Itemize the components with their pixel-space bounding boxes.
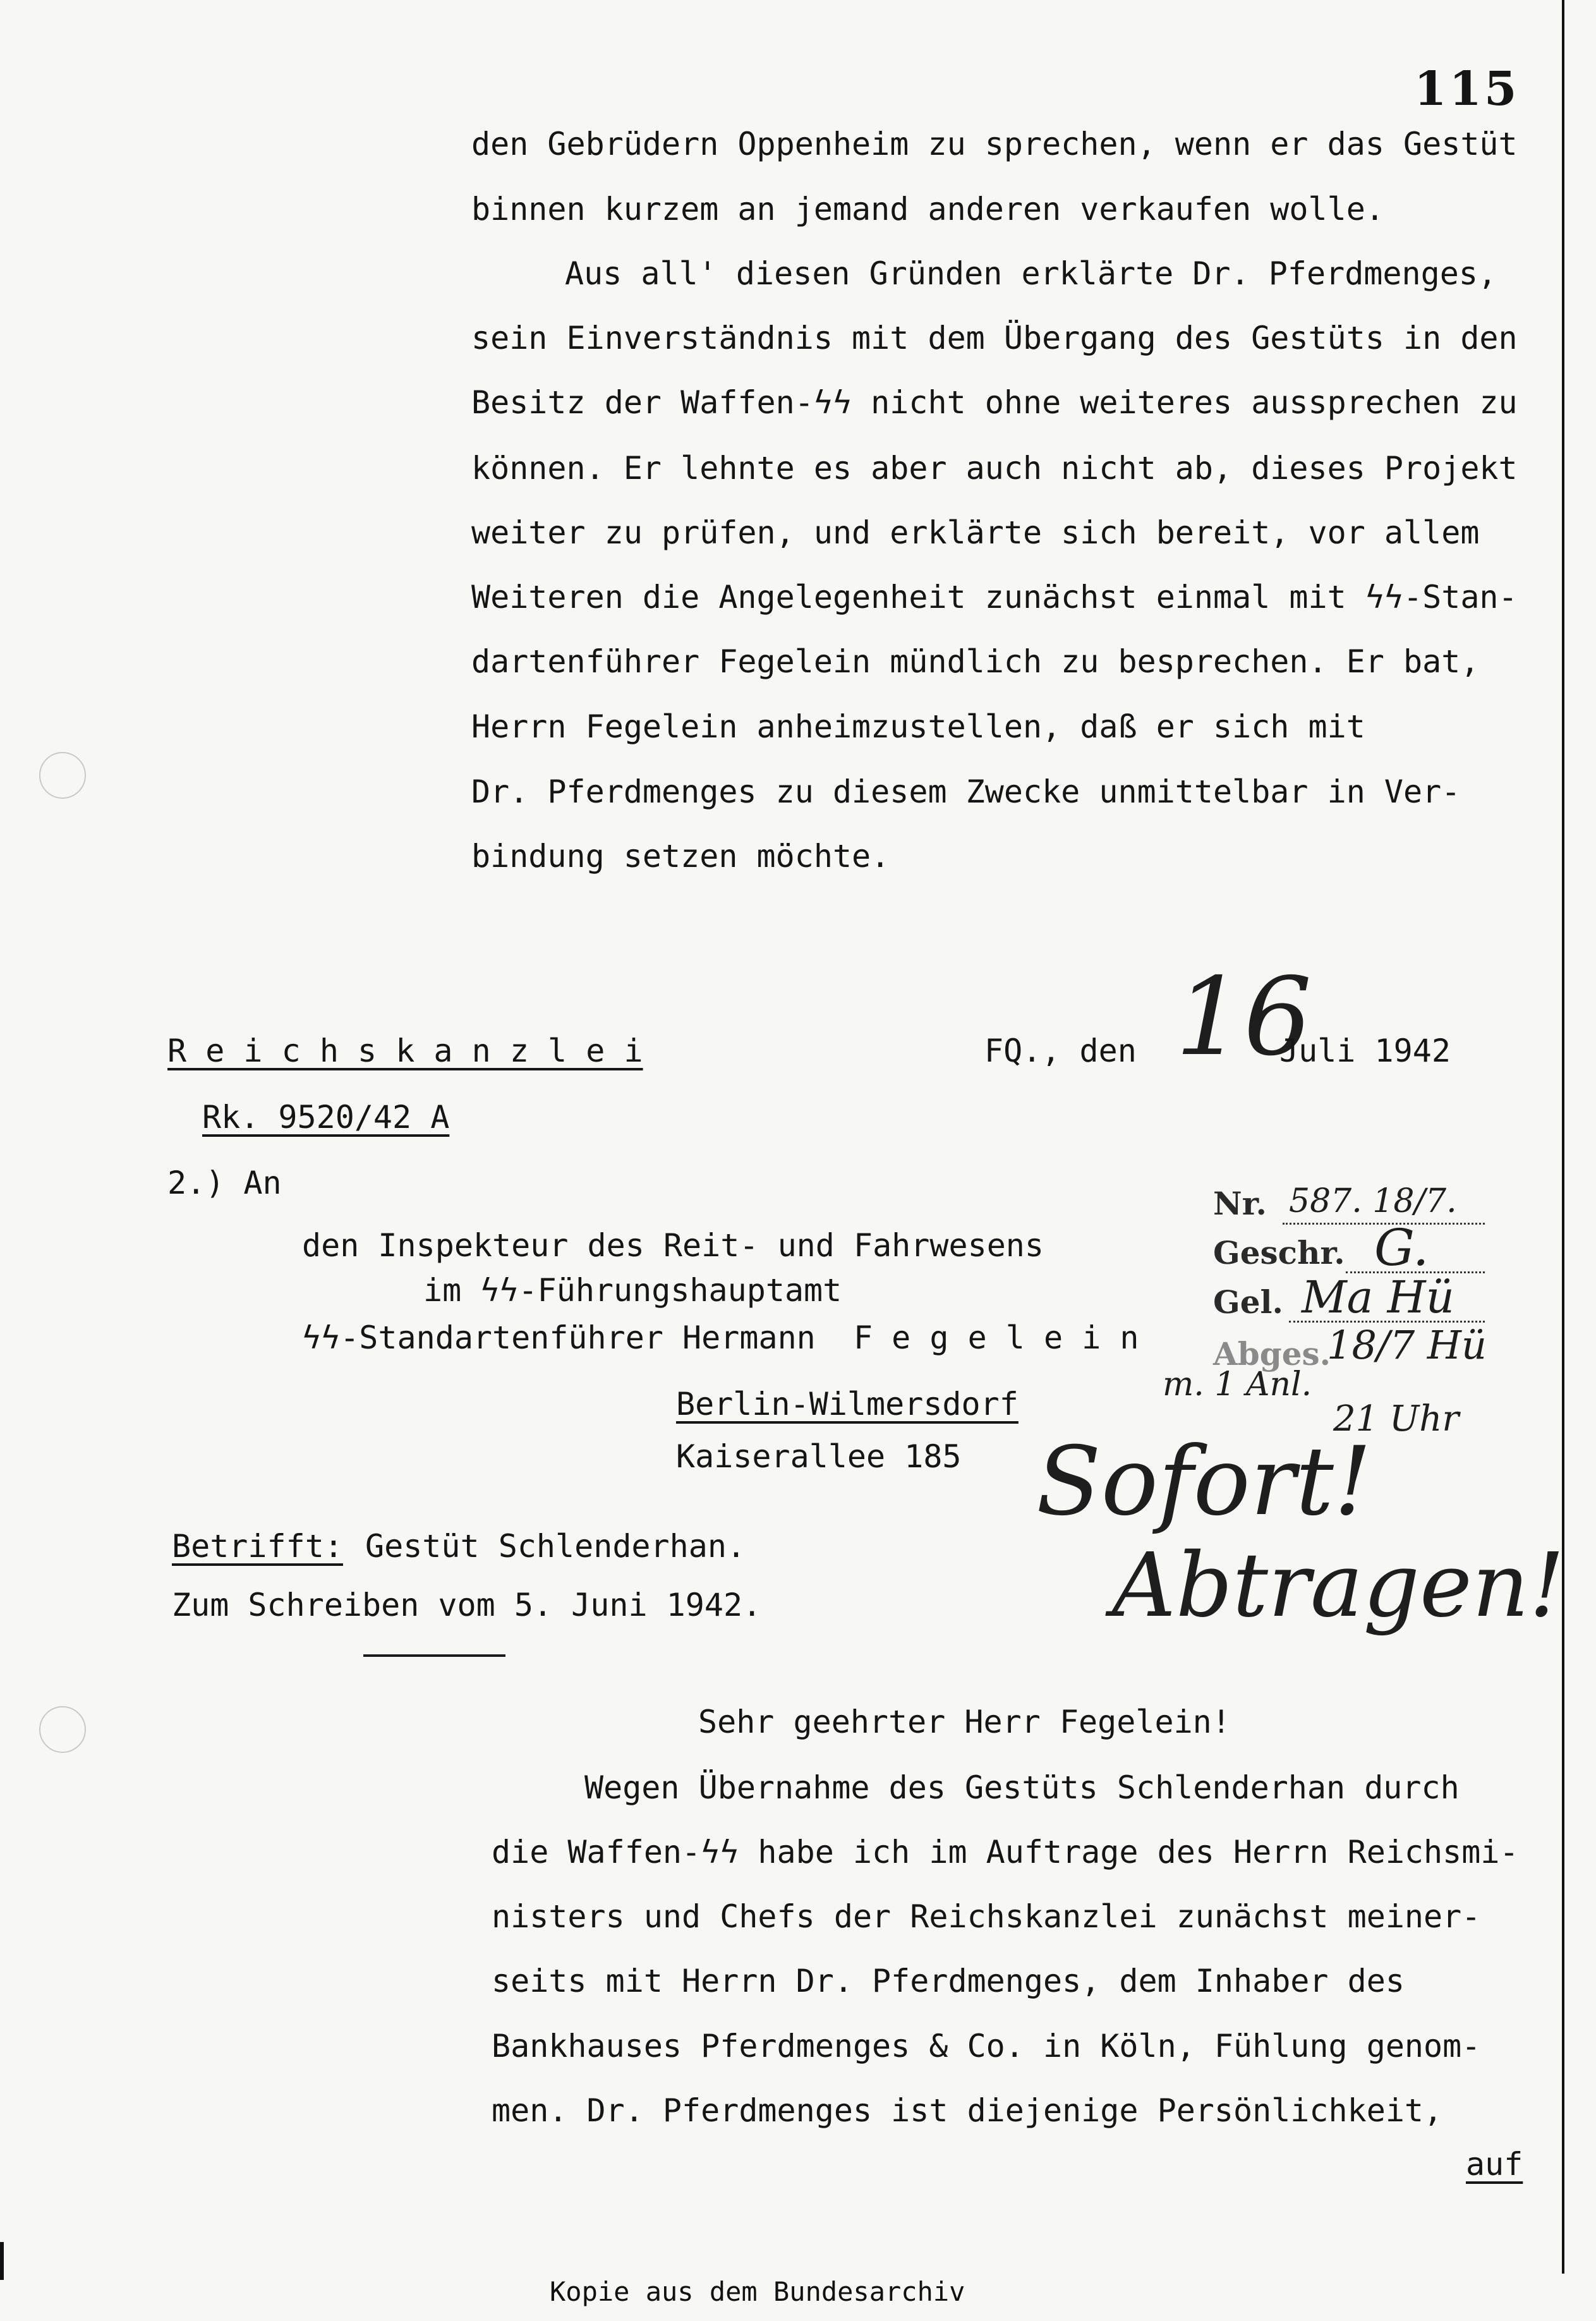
body-line: Dr. Pferdmenges zu diesem Zwecke unmittelbar in Ver-: [471, 773, 1461, 810]
address-line: ϟϟ-Standartenführer Hermann F e g e l e i n: [302, 1319, 1139, 1356]
body-line: den Gebrüdern Oppenheim zu sprechen, wenn er das Gestüt: [471, 126, 1518, 162]
stamp-abges-value: 18/7 Hü: [1327, 1322, 1487, 1368]
letter-line: nisters und Chefs der Reichskanzlei zunächst meiner-: [492, 1898, 1481, 1935]
body-line: Herrn Fegelein anheimzustellen, daß er sich mit: [471, 708, 1365, 745]
stamp-nr-label: Nr.: [1213, 1185, 1267, 1222]
body-line: binnen kurzem an jemand anderen verkaufen wolle.: [471, 191, 1384, 227]
address-line: den Inspekteur des Reit- und Fahrwesens: [302, 1227, 1044, 1264]
stamp-geschr-label: Geschr.: [1213, 1234, 1345, 1271]
handwritten-day: 16: [1175, 955, 1312, 1080]
body-line: sein Einverständnis mit dem Übergang des Gestüts in den: [471, 320, 1518, 356]
subject-reference: Zum Schreiben vom 5. Juni 1942.: [172, 1587, 762, 1623]
address-line: im ϟϟ-Führungshauptamt: [423, 1272, 842, 1309]
letter-line: Bankhauses Pferdmenges & Co. in Köln, Fühlung genom-: [492, 2028, 1481, 2064]
office-heading: R e i c h s k a n z l e i: [167, 1033, 643, 1069]
left-binding-mark: [0, 2242, 4, 2280]
address-city: Berlin-Wilmersdorf: [676, 1386, 1019, 1422]
body-line: Aus all' diesen Gründen erklärte Dr. Pferdmenges,: [565, 255, 1497, 292]
subject-label: Betrifft:: [172, 1528, 343, 1565]
subject-text: Gestüt Schlenderhan.: [365, 1528, 746, 1565]
separator-rule: [363, 1654, 505, 1657]
page-number: 115: [1414, 62, 1520, 116]
reference-number: Rk. 9520/42 A: [202, 1099, 450, 1136]
archive-footer: Kopie aus dem Bundesarchiv: [550, 2276, 965, 2307]
right-page-edge: [1562, 0, 1564, 2274]
handwritten-note-2: Abtragen!: [1112, 1534, 1565, 1637]
stamp-nr-value: 587. 18/7.: [1289, 1182, 1457, 1220]
handwritten-time-2: 21 Uhr: [1333, 1398, 1460, 1439]
stamp-geschr-value: G.: [1374, 1218, 1429, 1277]
letter-line: Wegen Übernahme des Gestüts Schlenderhan durch: [584, 1769, 1460, 1806]
place-date-suffix: Juli 1942: [1279, 1033, 1451, 1069]
stamp-gel-value: Ma Hü: [1302, 1271, 1454, 1323]
body-line: Besitz der Waffen-ϟϟ nicht ohne weiteres aussprechen zu: [471, 384, 1518, 421]
stamp-abges-label: Abges.: [1213, 1335, 1331, 1373]
stamp-gel-label: Gel.: [1213, 1283, 1283, 1321]
body-line: bindung setzen möchte.: [471, 838, 890, 875]
place-date-prefix: FQ., den: [984, 1033, 1137, 1069]
handwritten-note-1: Sofort!: [1036, 1427, 1372, 1537]
address-lead: 2.) An: [167, 1165, 282, 1201]
handwritten-time-1: m. 1 Anl.: [1163, 1366, 1312, 1403]
salutation: Sehr geehrter Herr Fegelein!: [698, 1704, 1231, 1740]
catchword: auf: [1466, 2146, 1523, 2183]
address-street: Kaiserallee 185: [676, 1438, 962, 1475]
letter-line: men. Dr. Pferdmenges ist diejenige Persönlichkeit,: [492, 2092, 1443, 2129]
body-line: Weiteren die Angelegenheit zunächst einmal mit ϟϟ-Stan-: [471, 579, 1518, 615]
body-line: können. Er lehnte es aber auch nicht ab, dieses Projekt: [471, 450, 1518, 487]
letter-line: die Waffen-ϟϟ habe ich im Auftrage des Herrn Reichsmi-: [492, 1834, 1519, 1870]
punch-hole-bottom: [39, 1706, 86, 1753]
punch-hole-top: [39, 752, 86, 799]
letter-line: seits mit Herrn Dr. Pferdmenges, dem Inhaber des: [492, 1963, 1405, 1999]
body-line: weiter zu prüfen, und erklärte sich bereit, vor allem: [471, 514, 1480, 551]
body-line: dartenführer Fegelein mündlich zu besprechen. Er bat,: [471, 643, 1480, 680]
